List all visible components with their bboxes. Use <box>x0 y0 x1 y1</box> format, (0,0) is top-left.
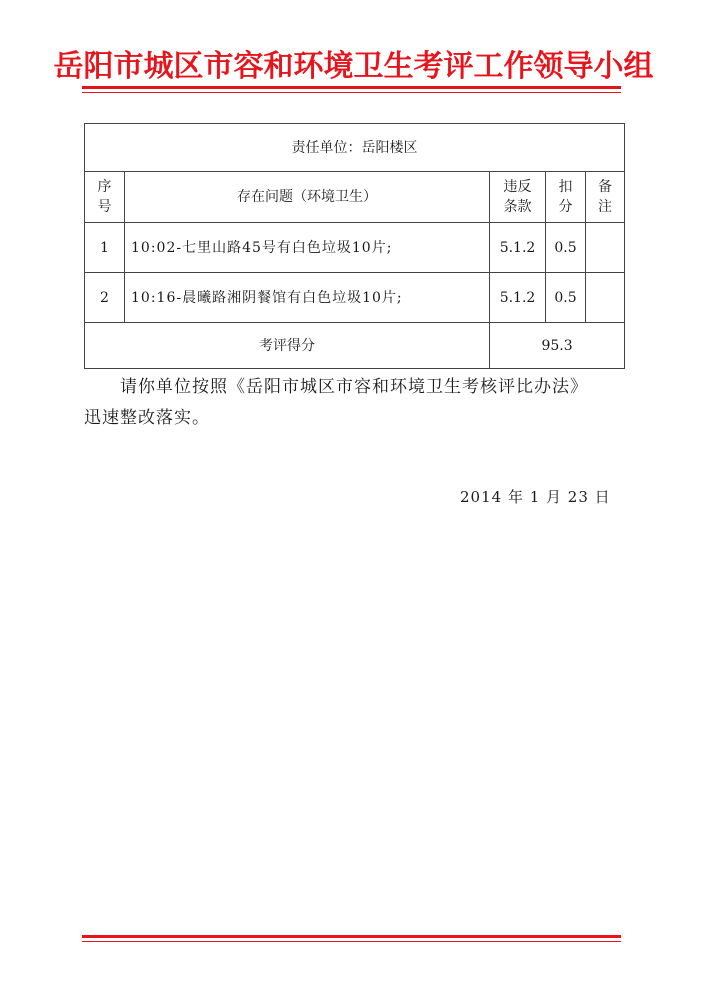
score-row <box>85 323 625 369</box>
header-deduct: 扣 分 <box>546 172 586 223</box>
header-rule-thin <box>82 92 621 93</box>
header-issue: 存在问题（环境卫生） <box>125 172 490 223</box>
row-deduct: 0.5 <box>546 223 586 273</box>
row-issue: 10:02-七里山路45号有白色垃圾10片; <box>125 223 490 273</box>
header-remark: 备 注 <box>586 172 625 223</box>
row-remark <box>586 273 625 323</box>
row-clause: 5.1.2 <box>490 223 546 273</box>
row-issue: 10:16-晨曦路湘阴餐馆有白色垃圾10片; <box>125 273 490 323</box>
issue-date: 2014 年 1 月 23 日 <box>460 488 611 506</box>
row-remark <box>586 223 625 273</box>
row-deduct: 0.5 <box>546 273 586 323</box>
row-seq: 2 <box>85 273 125 323</box>
row-seq: 1 <box>85 223 125 273</box>
footer-rule-thin <box>82 941 621 942</box>
footer-rule-thick <box>82 935 621 938</box>
header-seq: 序 号 <box>85 172 125 223</box>
body-line-1: 请你单位按照《岳阳市城区市容和环境卫生考核评比办法》 <box>120 377 588 397</box>
header-clause: 违反 条款 <box>490 172 546 223</box>
table-row <box>85 273 625 323</box>
responsible-unit: 责任单位：岳阳楼区 <box>85 124 625 172</box>
row-clause: 5.1.2 <box>490 273 546 323</box>
inspection-table <box>84 123 625 369</box>
score-value: 95.3 <box>490 323 625 369</box>
score-label: 考评得分 <box>85 323 490 369</box>
body-line-2: 迅速整改落实。 <box>84 408 210 428</box>
table-header-row <box>85 172 625 223</box>
header-rule-thick <box>82 86 621 89</box>
org-title: 岳阳市城区市容和环境卫生考评工作领导小组 <box>53 49 654 84</box>
table-row <box>85 223 625 273</box>
body-paragraph <box>84 372 624 434</box>
